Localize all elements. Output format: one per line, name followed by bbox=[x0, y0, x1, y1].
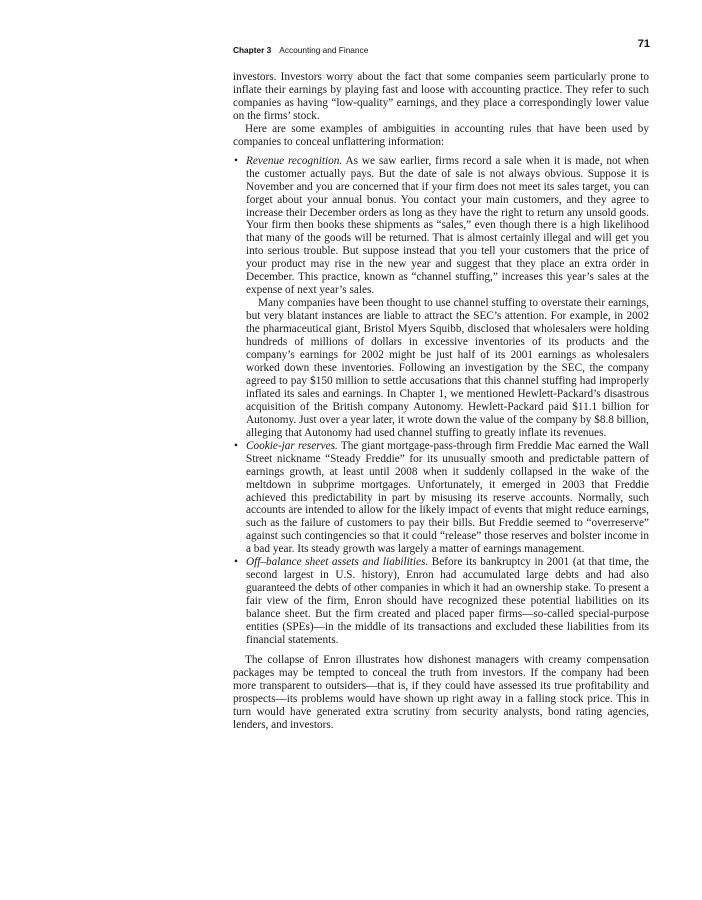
paragraph-3: The collapse of Enron illustrates how dishonest managers with creamy compensation packages may be tempted to conceal the truth from investors. If the company had been more transparent to outsiders—that is, if they could have assessed its true profitability and prospects—its problems would have shown up right away in a falling stock price. This in turn would have generated extra scrutiny from security analysts, bond rating agencies, lenders, and investors. bbox=[233, 653, 649, 731]
term-revenue-recognition: Revenue recognition. bbox=[246, 154, 343, 167]
term-off-balance-sheet: Off–balance sheet assets and liabilities. bbox=[246, 556, 429, 569]
bullet-text: As we saw earlier, firms record a sale when it is made, not when the customer actually pays. But the date of sale is not always obvious. Suppose it is November and you are concerned that if your firm does not meet its sales target, you can forget about your annual bonus. You contact your main customers, and they agree to increase their December orders as long as they have the right to return any unsold goods. Your firm then books these shipments as “sales,” even though there is a high likelihood that many of the goods will be returned. That is almost certainly illegal and will get you into serious trouble. But suppose instead that you tell your customers that the price of your product may rise in the new year and suggest that they place an extra order in December. This practice, known as “channel stuffing,” increases this year’s sales at the expense of next year’s sales. bbox=[246, 154, 649, 297]
examples-list bbox=[233, 155, 649, 647]
list-item-cookie-jar-reserves bbox=[233, 440, 649, 557]
bullet-icon: • bbox=[234, 154, 238, 167]
bullet-icon: • bbox=[234, 556, 238, 569]
chapter-label: Chapter 3 bbox=[233, 45, 272, 55]
term-cookie-jar-reserves: Cookie-jar reserves. bbox=[246, 439, 338, 452]
list-item-revenue-recognition bbox=[233, 155, 649, 440]
list-item-off-balance-sheet bbox=[233, 556, 649, 647]
paragraph-2: Here are some examples of ambiguities in accounting rules that have been used by companies to conceal unflattering information: bbox=[233, 122, 649, 148]
bullet-continuation: Many companies have been thought to use channel stuffing to overstate their earnings, but very blatant instances are liable to attract the SEC’s attention. For example, in 2002 the pharmaceutical giant, Bristol Myers Squibb, disclosed that wholesalers were holding hundreds of millions of dollars in excessive inventories of its products and the company’s earnings for 2002 might be just half of its 2001 earnings as wholesalers worked down these inventories. Following an investigation by the SEC, the company agreed to pay $150 million to settle accusations that this channel stuffing had improperly inflated its sales and earnings. In Chapter 1, we mentioned Hewlett-Packard’s disastrous acquisition of the British company Autonomy. Hewlett-Packard paid $11.1 billion for Autonomy. Just over a year later, it wrote down the value of the company by $8.8 billion, alleging that Autonomy had used channel stuffing to greatly inflate its revenues. bbox=[246, 297, 649, 439]
page-number: 71 bbox=[637, 38, 650, 50]
body-text bbox=[233, 71, 649, 732]
bullet-text: The giant mortgage-pass-through firm Freddie Mac earned the Wall Street nickname “Steady Freddie” for its unusually smooth and predictable pattern of earnings growth, at least until 2008 when it suddenly collapsed in the wake of the meltdown in subprime mortgages. Unfortunately, it emerged in 2003 that Freddie achieved this predictability in part by misusing its reserve accounts. Normally, such accounts are intended to allow for the likely impact of events that might reduce earnings, such as the failure of customers to pay their bills. But Freddie seemed to “overreserve” against such contingencies so that it could “release” those reserves and bolster income in a bad year. Its steady growth was largely a matter of earnings management. bbox=[246, 439, 649, 556]
chapter-title: Accounting and Finance bbox=[279, 45, 369, 55]
bullet-text: Before its bankruptcy in 2001 (at that time, the second largest in U.S. history), Enron had accumulated large debts and had also guaranteed the debts of other companies in which it had an ownership stake. To present a fair view of the firm, Enron should have recognized these potential liabilities on its balance sheet. But the firm created and placed paper firms—so-called special-purpose entities (SPEs)—in the middle of its transactions and excluded these liabilities from its financial statements. bbox=[246, 556, 649, 646]
running-header bbox=[233, 40, 650, 54]
paragraph-1: investors. Investors worry about the fact that some companies seem particularly prone to inflate their earnings by playing fast and loose with accounting practice. They refer to such companies as having “low-quality” earnings, and they place a correspondingly lower value on the firms’ stock. bbox=[233, 71, 649, 122]
bullet-icon: • bbox=[234, 439, 238, 452]
